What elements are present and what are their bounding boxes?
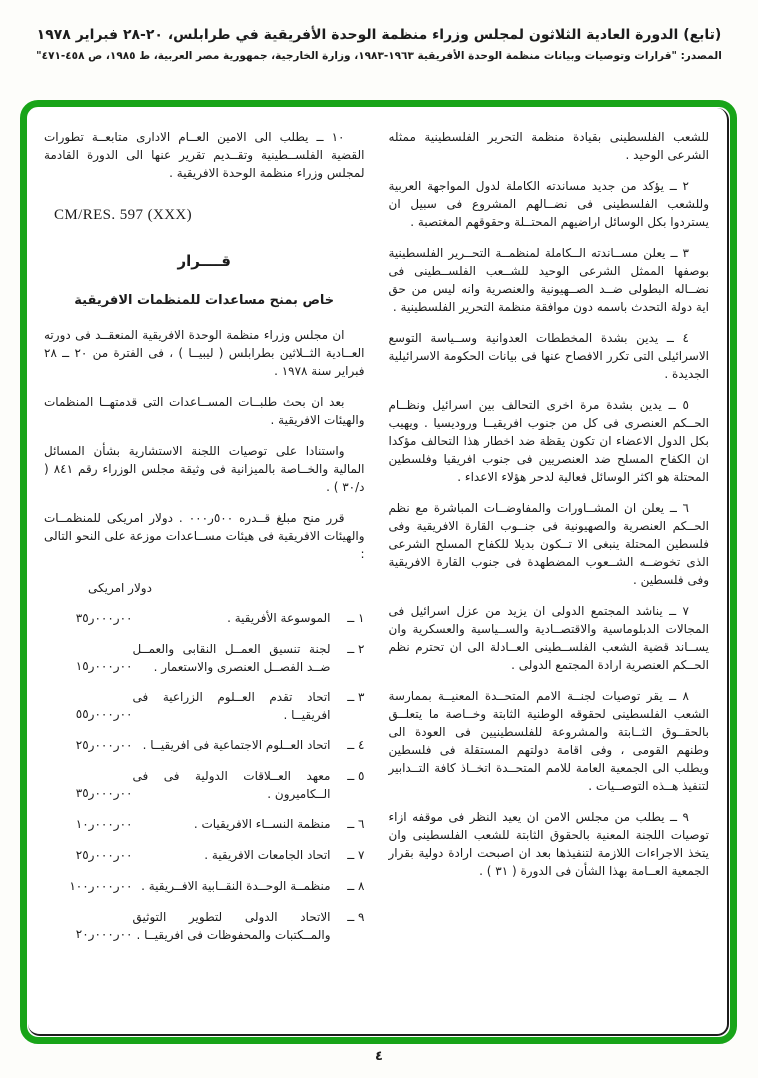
paragraph: واستنادا على توصيات اللجنة الاستشارية بشأن المسائل المالية والخــاصة بالميزانية فى وثيقة مجلس الوزراء رقم ٨٤١ ( د/٣٠ ) .	[44, 444, 365, 494]
allocation-number: ٨ ــ	[347, 879, 365, 893]
allocation-number: ٧ ــ	[347, 848, 365, 862]
paragraph: ٤ ــ يدين بشدة المخططات العدوانية وســياسة التوسع الاسرائيلى التى تكرر الافصاح عنها فى بيانات الحكومة الاسرائيلية الجديدة .	[388, 331, 709, 381]
resolution-code: CM/RES. 597 (XXX)	[54, 207, 193, 223]
paragraph: للشعب الفلسطينى بقيادة منظمة التحرير الفلسطينية ممثله الشرعى الوحيد .	[388, 130, 709, 162]
allocation-amount: ٢٠ر٠٠٠ر٠٠	[75, 927, 133, 941]
paragraph: ٩ ــ يطلب من مجلس الامن ان يعيد النظر فى موقفه ازاء توصيات اللجنة المعنية بالحقوق الثابتة للشعب الفلسطينى وان يتخذ الاجراءات اللازمة لتنفيذها بعد ان اصبحت ارادة دولية بقرار الجمعية العــامة بهذا الشأن فى الدورة ( ٣١ ) .	[388, 810, 709, 878]
allocation-number: ٣ ــ	[347, 690, 365, 704]
allocation-amount: ١٠ر٠٠٠ر٠٠	[75, 817, 133, 831]
paragraph: ٦ ــ يعلن ان المشــاورات والمفاوضــات المباشرة مع نظم الحــكم العنصرية والصهيونية فى جنــوب القارة الافريقية وفى فلسطين المحتلة ينبغى الا تــكون بديلا للكفاح المسلح الشرعى الذى تخوضــه الشــعوب المضطهدة فى جنوب القارة الافريقية وفى فلسطين .	[388, 501, 709, 587]
allocation-name: لجنة تنسيق العمــل النقابى والعمــل ضــد الفصــل العنصرى والاستعمار .	[132, 642, 331, 674]
allocation-row	[44, 640, 365, 676]
allocation-amount: ١٠٠ر٠٠٠ر٠٠	[69, 879, 133, 893]
allocation-number: ٦ ــ	[347, 817, 365, 831]
allocation-name: الموسوعة الأفريقية .	[227, 611, 331, 625]
allocation-amount: ٢٥ر٠٠٠ر٠٠	[75, 738, 133, 752]
page-title: (تابع) الدورة العادية الثلاثون لمجلس وزراء منظمة الوحدة الأفريقية في طرابلس، ٢٠-٢٨ فبراير ١٩٧٨	[36, 27, 722, 43]
allocation-number: ٢ ــ	[347, 642, 365, 656]
paragraph: ١٠ ــ يطلب الى الامين العــام الادارى متابعــة تطورات القضية الفلســطينية وتقــديم تقرير عنها الى الدورة القادمة لمجلس وزراء منظمة الوحدة الافريقية .	[44, 130, 365, 180]
allocation-amount: ٣٥ر٠٠٠ر٠٠	[75, 611, 133, 625]
allocation-name: اتحاد الجامعات الافريقية .	[204, 848, 331, 862]
allocation-row	[44, 815, 365, 834]
source-line: المصدر: "قرارات وتوصيات وبيانات منظمة الوحدة الأفريقية ١٩٦٣-١٩٨٣، وزارة الخارجية، جمهورية مصر العربية، ط ١٩٨٥، ص ٤٥٨-٤٧١"	[36, 50, 722, 62]
allocation-amount: ٣٥ر٠٠٠ر٠٠	[75, 786, 133, 800]
allocation-number: ٥ ــ	[347, 769, 365, 783]
paragraph: بعد ان بحث طلبــات المســاعدات التى قدمتهــا المنظمات والهيئات الافريقية .	[44, 395, 365, 427]
two-column-layout	[44, 128, 709, 1026]
allocation-name: اتحاد العــلوم الاجتماعية فى افريقيــا .	[142, 738, 331, 752]
allocation-row	[44, 736, 365, 755]
column-left	[44, 128, 365, 1026]
allocation-row	[44, 877, 365, 896]
allocation-name: معهد العــلاقات الدولية فى فى الــكاميرون .	[132, 769, 331, 801]
allocation-name: منظمــة الوحــدة النقــابية الافــريقية .	[141, 879, 331, 893]
allocation-amount: ٢٥ر٠٠٠ر٠٠	[75, 848, 133, 862]
allocation-row	[44, 908, 365, 944]
paragraph: ان مجلس وزراء منظمة الوحدة الافريقية المنعقــد فى دورته العــادية الثــلاثين بطرابلس ( ليبيــا ) ، فى الفترة من ٢٠ ــ ٢٨ فبراير سنة ١٩٧٨ .	[44, 328, 365, 378]
amounts-column-header: دولار امريكى	[88, 581, 152, 595]
paragraph: ٧ ــ يناشد المجتمع الدولى ان يزيد من عزل اسرائيل فى المجالات الدبلوماسية والاقتصــادية والســياسية والعسكرية وان يســاند قضية الشعب الفلســطينى العــادلة الى ان تحترم نظم الحــكم العنصرية ارادة المجتمع الدولى .	[388, 604, 709, 672]
paragraph: ٨ ــ يقر توصيات لجنــة الامم المتحــدة المعنيــة بممارسة الشعب الفلسطينى لحقوقه الوطنية الثابتة وخــاصة ما يتعلــق بالحقــوق الثــابتة والمشروعة للفلسطينيين فى العودة الى وطنهم القومى ، وفى اقامة دولتهم المستقلة فى فلسطين ويطلب الى الجمعية العامة للامم المتحــدة اتخــاذ كافة التــدابير لتنفيذ هــذه التوصــيات .	[388, 689, 709, 793]
column-right	[389, 128, 710, 1026]
allocation-row	[44, 688, 365, 724]
paragraph: قرر منح مبلغ قــدره ٥٠٠ر٠٠٠ . دولار امريكى للمنظمــات والهيئات الافريقية فى هيئات مســاعدات موزعة على النحو التالى :	[44, 511, 365, 561]
allocation-row	[44, 609, 365, 628]
paragraph: ٢ ــ يؤكد من جديد مساندته الكاملة لدول المواجهة العربية وللشعب الفلسطينى فى نضــالهم المشروع فى سبيل ان يستردوا بكل الوسائل اراضيهم المحتــلة وحقوقهم المغتصبة .	[388, 179, 709, 229]
allocation-row	[44, 767, 365, 803]
page-header	[0, 27, 758, 62]
allocation-row	[44, 846, 365, 865]
allocation-amount: ٥٥ر٠٠٠ر٠٠	[75, 707, 133, 721]
resolution-subtitle: خاص بمنح مساعدات للمنظمات الافريقية	[74, 293, 335, 308]
allocation-name: اتحاد تقدم العــلوم الزراعية فى افريقيــا .	[132, 690, 331, 722]
page-number: ٤	[375, 1049, 383, 1064]
allocation-name: الاتحاد الدولى لتطوير التوثيق والمــكتبات والمحفوظات فى افريقيــا .	[132, 910, 331, 942]
green-frame	[20, 100, 737, 1044]
allocation-number: ٤ ــ	[347, 738, 365, 752]
resolution-heading: قــــرار	[177, 252, 231, 270]
allocation-name: منظمة النســاء الافريقيات .	[193, 817, 331, 831]
allocation-number: ١ ــ	[347, 611, 365, 625]
paragraph: ٥ ــ يدين بشدة مرة اخرى التحالف بين اسرائيل ونظــام الحــكم العنصرى فى كل من جنوب افريقيــا وروديسيا . ويهيب بكل الدول الاعضاء ان تكون يقظة ضد اخطار هذا التحالف مؤكدا ان الكفاح المسلح ضد العنصريين فى جنوب افريقيا وفلسطين المحتلة هو اكثر الوسائل فعالية لدحر هؤلاء الاعداء .	[388, 398, 709, 484]
document-body	[28, 108, 729, 1036]
paragraph: ٣ ــ يعلن مســاندته الــكاملة لمنظمــة التحــرير الفلسطينية بوصفها الممثل الشرعى الوحيد للشــعب الفلســطينى فى نضــاله البطولى ضــد الصــهيونية والعنصرية وانه ليس من حق اية دولة التحدث باسمه دون موافقة منظمة التحرير الفلسطينية .	[388, 246, 709, 314]
allocation-number: ٩ ــ	[347, 910, 365, 924]
allocation-amount: ١٥ر٠٠٠ر٠٠	[75, 659, 133, 673]
